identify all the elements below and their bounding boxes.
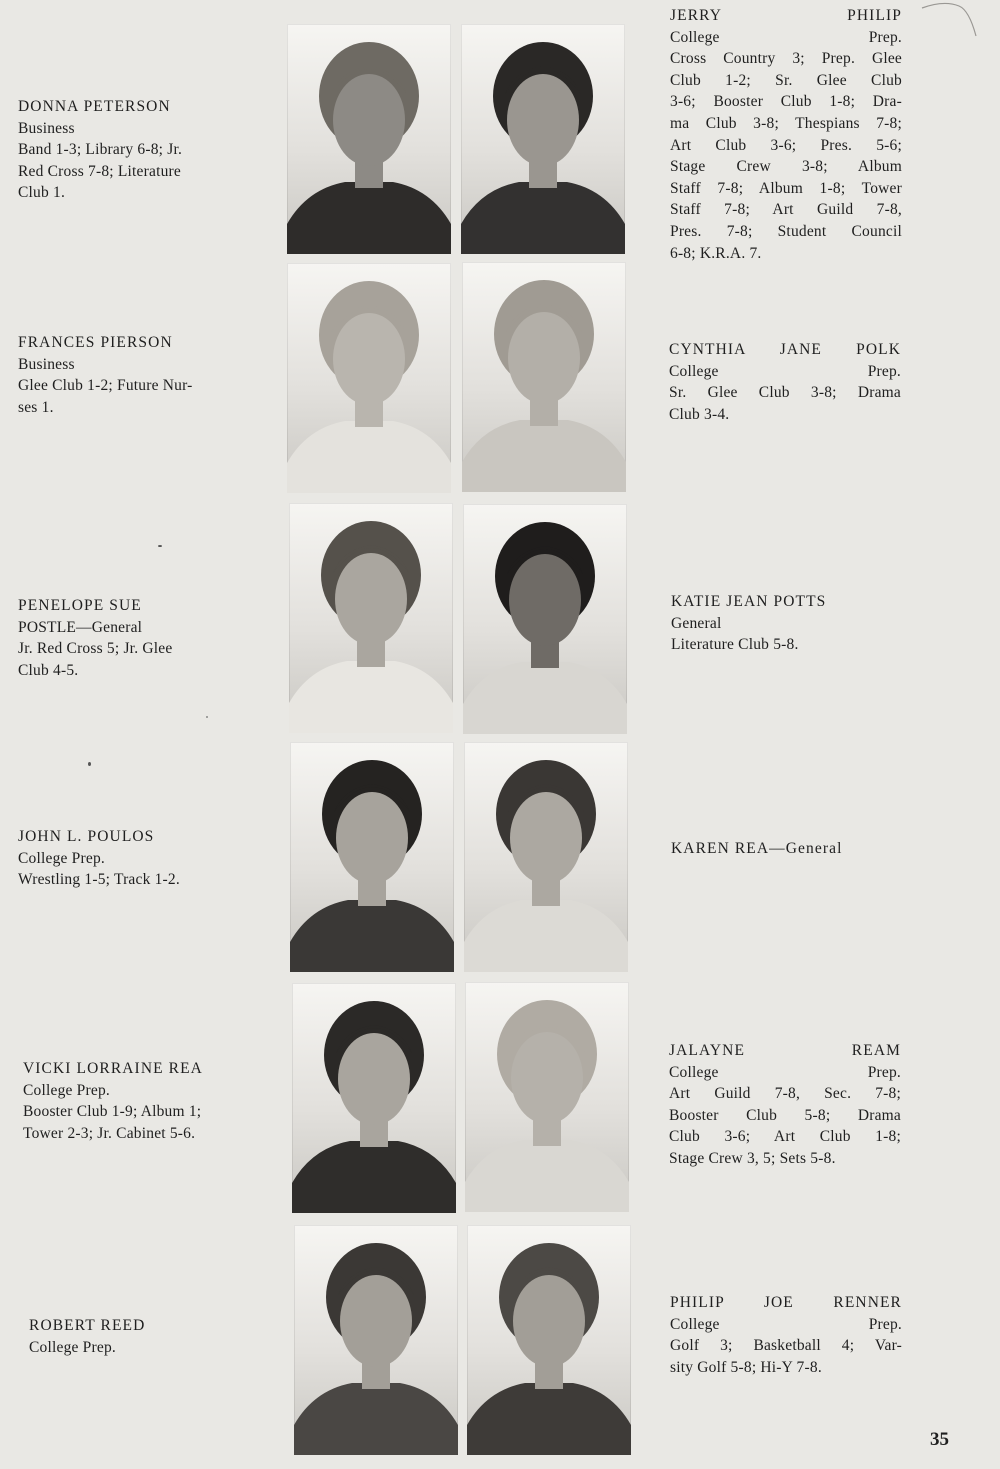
student-activities-line: Club 3-6; Art Club 1-8;: [669, 1128, 901, 1146]
student-activities-line: 3-6; Booster Club 1-8; Dra-: [670, 93, 902, 111]
portrait-photo: [292, 983, 456, 1213]
student-name: JALAYNE REAM: [669, 1042, 901, 1059]
student-activities-line: Club 1.: [18, 184, 66, 202]
student-course: College Prep.: [23, 1081, 110, 1099]
portrait-face: [511, 1032, 583, 1124]
dust-speck: [158, 545, 162, 547]
student-activities-line: Pres. 7-8; Student Council: [670, 222, 902, 240]
student-course: College Prep.: [670, 28, 902, 46]
student-activities-line: Golf 3; Basketball 4; Var-: [670, 1337, 902, 1355]
portrait-photo: [465, 982, 629, 1212]
student-course: College Prep.: [669, 1063, 901, 1081]
portrait-katie-jean-potts: [463, 504, 627, 734]
portrait-photo: [467, 1225, 631, 1455]
portrait-face: [336, 792, 408, 884]
entry-vicki-lorraine-rea: [23, 1058, 255, 1144]
portrait-face: [513, 1275, 585, 1367]
portrait-shoulders: [462, 420, 626, 492]
student-activities-line: Art Guild 7-8, Sec. 7-8;: [669, 1085, 901, 1103]
portrait-shoulders: [289, 661, 453, 733]
student-activities-line: Staff 7-8; Art Guild 7-8,: [670, 201, 902, 219]
student-activities-line: Sr. Glee Club 3-8; Drama: [669, 384, 901, 402]
portrait-shoulders: [292, 1141, 456, 1213]
portrait-photo: [463, 504, 627, 734]
student-course: College Prep.: [29, 1338, 116, 1356]
portrait-photo: [462, 262, 626, 492]
portrait-photo: [464, 742, 628, 972]
student-course: POSTLE—General: [18, 618, 143, 636]
portrait-face: [340, 1275, 412, 1367]
student-activities-line: Literature Club 5-8.: [671, 636, 799, 654]
portrait-shoulders: [467, 1383, 631, 1455]
dust-speck: [88, 762, 91, 766]
student-activities-line: Staff 7-8; Album 1-8; Tower: [670, 179, 902, 197]
student-name: PHILIP JOE RENNER: [670, 1294, 902, 1311]
entry-robert-reed: [29, 1315, 261, 1358]
portrait-jerry-philip: [461, 24, 625, 254]
portrait-photo: [287, 24, 451, 254]
student-activities-line: ses 1.: [18, 398, 54, 416]
portrait-photo: [289, 503, 453, 733]
entry-donna-peterson: [18, 96, 250, 204]
student-activities-line: ma Club 3-8; Thespians 7-8;: [670, 114, 902, 132]
portrait-face: [508, 312, 580, 404]
portrait-face: [507, 74, 579, 166]
student-name: JOHN L. POULOS: [18, 828, 155, 845]
entry-katie-jean-potts: [671, 591, 903, 656]
portrait-shoulders: [290, 900, 454, 972]
student-activities-line: Stage Crew 3, 5; Sets 5-8.: [669, 1149, 836, 1167]
entry-karen-rea: [671, 838, 903, 860]
page-number: 35: [930, 1429, 949, 1450]
portrait-shoulders: [294, 1383, 458, 1455]
entry-penelope-sue-postle: [18, 595, 250, 681]
portrait-face: [335, 553, 407, 645]
student-name: VICKI LORRAINE REA: [23, 1060, 203, 1077]
student-name: DONNA PETERSON: [18, 98, 171, 115]
portrait-frances-pierson: [287, 263, 451, 493]
student-activities-line: sity Golf 5-8; Hi-Y 7-8.: [670, 1358, 822, 1376]
portrait-face: [333, 313, 405, 405]
student-activities-line: Red Cross 7-8; Literature: [18, 162, 181, 180]
portrait-face: [510, 792, 582, 884]
student-activities-line: Club 3-4.: [669, 405, 730, 423]
student-course: College Prep.: [18, 849, 105, 867]
student-activities-line: Booster Club 5-8; Drama: [669, 1106, 901, 1124]
student-course: Business: [18, 119, 75, 137]
portrait-shoulders: [465, 1140, 629, 1212]
portrait-penelope-sue-postle: [289, 503, 453, 733]
portrait-jalayne-ream: [465, 982, 629, 1212]
student-name: KATIE JEAN POTTS: [671, 593, 827, 610]
student-name: JERRY PHILIP: [670, 7, 902, 24]
portrait-shoulders: [463, 662, 627, 734]
portrait-robert-reed: [294, 1225, 458, 1455]
entry-frances-pierson: [18, 332, 250, 418]
student-name: KAREN REA—General: [671, 840, 843, 857]
portrait-shoulders: [464, 900, 628, 972]
student-name: CYNTHIA JANE POLK: [669, 341, 901, 358]
corner-scratch-mark: [914, 0, 984, 50]
portrait-face: [333, 74, 405, 166]
portrait-shoulders: [287, 421, 451, 493]
portrait-photo: [290, 742, 454, 972]
portrait-vicki-lorraine-rea: [292, 983, 456, 1213]
entry-john-l-poulos: [18, 826, 250, 891]
student-course: College Prep.: [669, 362, 901, 380]
student-course: General: [671, 614, 722, 632]
student-activities-line: 6-8; K.R.A. 7.: [670, 244, 762, 262]
student-activities-line: Club 4-5.: [18, 661, 79, 679]
portrait-face: [338, 1033, 410, 1125]
portrait-philip-joe-renner: [467, 1225, 631, 1455]
student-name: FRANCES PIERSON: [18, 334, 173, 351]
student-course: College Prep.: [670, 1315, 902, 1333]
student-activities-line: Glee Club 1-2; Future Nur-: [18, 377, 193, 395]
portrait-photo: [287, 263, 451, 493]
portrait-donna-peterson: [287, 24, 451, 254]
portrait-photo: [294, 1225, 458, 1455]
portrait-john-l-poulos: [290, 742, 454, 972]
entry-jerry-philip: [670, 5, 902, 264]
student-activities-line: Art Club 3-6; Pres. 5-6;: [670, 136, 902, 154]
student-course: Business: [18, 355, 75, 373]
student-activities-line: Tower 2-3; Jr. Cabinet 5-6.: [23, 1124, 196, 1142]
entry-philip-joe-renner: [670, 1292, 902, 1378]
student-activities-line: Cross Country 3; Prep. Glee: [670, 50, 902, 68]
student-activities-line: Wrestling 1-5; Track 1-2.: [18, 871, 180, 889]
student-activities-line: Band 1-3; Library 6-8; Jr.: [18, 141, 183, 159]
student-activities-line: Club 1-2; Sr. Glee Club: [670, 71, 902, 89]
entry-cynthia-jane-polk: [669, 339, 901, 425]
portrait-cynthia-jane-polk: [462, 262, 626, 492]
student-name: PENELOPE SUE: [18, 597, 142, 614]
portrait-shoulders: [461, 182, 625, 254]
student-activities-line: Stage Crew 3-8; Album: [670, 158, 902, 176]
student-activities-line: Jr. Red Cross 5; Jr. Glee: [18, 640, 173, 658]
portrait-karen-rea: [464, 742, 628, 972]
dust-speck: [206, 716, 208, 718]
entry-jalayne-ream: [669, 1040, 901, 1170]
portrait-face: [509, 554, 581, 646]
student-activities-line: Booster Club 1-9; Album 1;: [23, 1103, 202, 1121]
portrait-photo: [461, 24, 625, 254]
portrait-shoulders: [287, 182, 451, 254]
student-name: ROBERT REED: [29, 1317, 146, 1334]
